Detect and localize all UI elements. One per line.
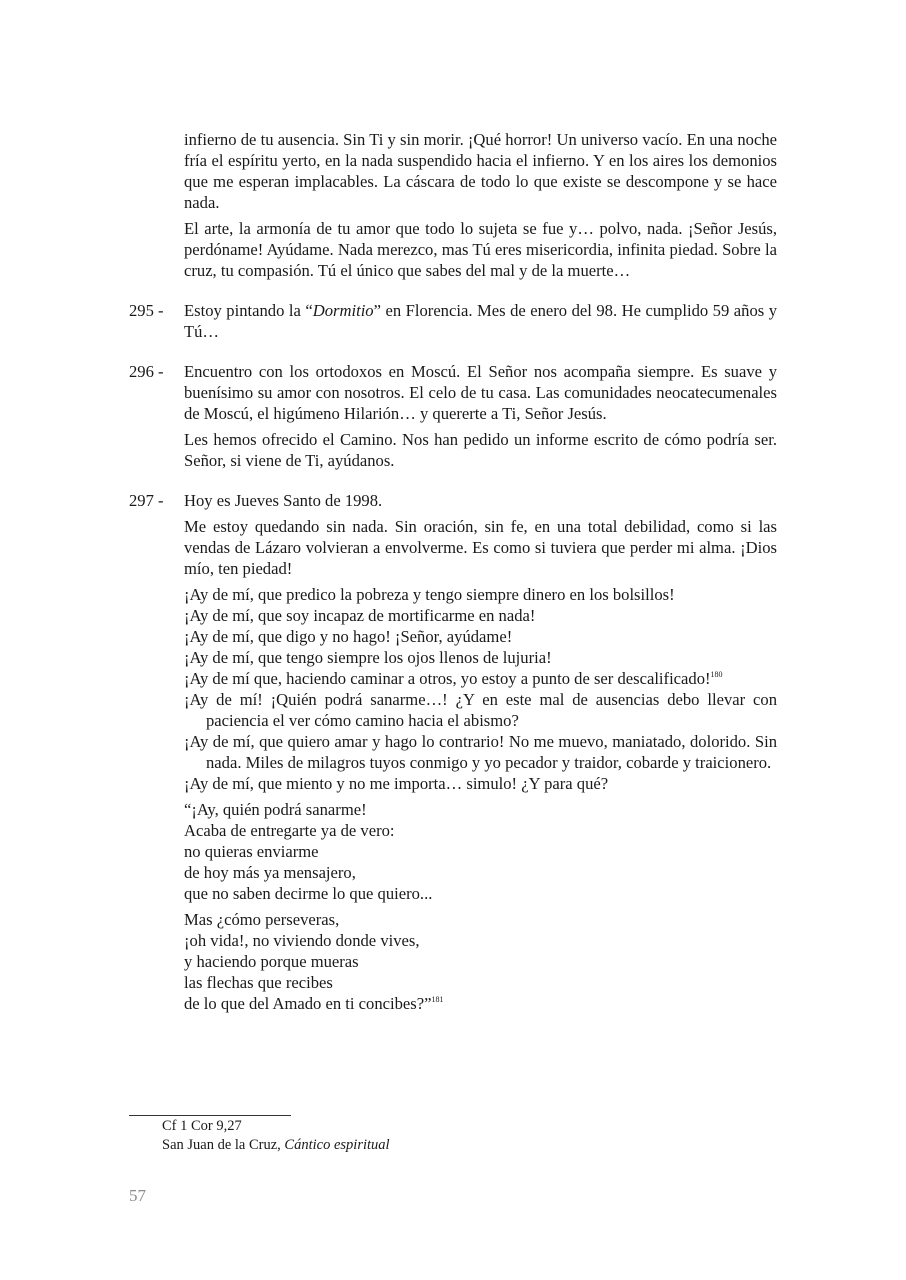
poem-line: de hoy más ya mensajero,: [184, 863, 356, 882]
lament-line: ¡Ay de mí, que tengo siempre los ojos llenos de lujuria!: [184, 648, 552, 667]
lament-line: ¡Ay de mí, que soy incapaz de mortificarme en nada!: [184, 606, 536, 625]
footnotes: [162, 1117, 390, 1155]
poem-line: que no saben decirme lo que quiero...: [184, 884, 433, 903]
text-span: Estoy pintando la “: [184, 301, 313, 320]
entry-296: [129, 361, 777, 471]
text-span: ” en Florencia. Mes de enero del 98. He cumplido 59 años y Tú…: [184, 301, 778, 341]
text-span: ¡Ay de mí que, haciendo caminar a otros, yo estoy a punto de ser descalificado!: [184, 669, 711, 688]
poem-line: [184, 993, 777, 1014]
paragraph: Me estoy quedando sin nada. Sin oración, sin fe, en una total debilidad, como si las vendas de Lázaro volvieran a envolverme. Es como si tuviera que perder mi alma. ¡Dios mío, ten piedad!: [184, 517, 777, 578]
paragraph: [184, 300, 777, 342]
italic-title: Cántico espiritual: [284, 1137, 390, 1153]
entry-number: 297 -: [129, 491, 164, 510]
footnote-ref[interactable]: 181: [431, 995, 444, 1004]
poem-quote: [184, 799, 777, 1014]
paragraph: El arte, la armonía de tu amor que todo lo sujeta se fue y… polvo, nada. ¡Señor Jesús, perdóname! Ayúdame. Nada merezco, mas Tú eres misericordia, infinita piedad. Sobre la cruz, tu compasión. Tú el único que sabes del mal y de la muerte…: [184, 219, 777, 280]
entry-body: [184, 300, 777, 342]
footnote-181: [162, 1136, 390, 1155]
paragraph: Les hemos ofrecido el Camino. Nos han pedido un informe escrito de cómo podría ser. Señor, si viene de Ti, ayúdanos.: [184, 430, 777, 470]
paragraph: infierno de tu ausencia. Sin Ti y sin morir. ¡Qué horror! Un universo vacío. En una noche fría el espíritu yerto, en la nada suspendido hacia el infierno. Y en los aires los demonios que me esperan implacables. La cáscara de todo lo que existe se descompone y se hace nada.: [184, 130, 777, 212]
poem-line: Acaba de entregarte ya de vero:: [184, 821, 395, 840]
footnote-divider: [129, 1115, 291, 1116]
lament-line: ¡Ay de mí! ¡Quién podrá sanarme…! ¿Y en este mal de ausencias debo llevar con paciencia el ver cómo camino hacia el abismo?: [184, 690, 777, 730]
poem-line: y haciendo porque mueras: [184, 952, 359, 971]
poem-line: las flechas que recibes: [184, 973, 333, 992]
poem-stanza-1: [184, 799, 777, 904]
lament-line: [184, 668, 777, 689]
continuation-block: [184, 129, 777, 281]
lament-line: ¡Ay de mí, que miento y no me importa… simulo! ¿Y para qué?: [184, 774, 609, 793]
lament-line: ¡Ay de mí, que quiero amar y hago lo contrario! No me muevo, maniatado, dolorido. Sin nada. Miles de milagros tuyos conmigo y yo pecador y traidor, cobarde y traicionero.: [184, 732, 777, 772]
poem-line: no quieras enviarme: [184, 842, 319, 861]
body-text: [129, 129, 777, 1014]
poem-line: “¡Ay, quién podrá sanarme!: [184, 800, 367, 819]
lament-list: [184, 584, 777, 794]
poem-stanza-2: [184, 909, 777, 1014]
entry-297: [129, 490, 777, 1014]
entry-body: [184, 361, 777, 471]
entry-number: 295 -: [129, 301, 164, 320]
entry-body: [184, 490, 777, 1014]
italic-title: Dormitio: [312, 301, 374, 320]
lament-line: ¡Ay de mí, que digo y no hago! ¡Señor, ayúdame!: [184, 627, 513, 646]
entry-295: [129, 300, 777, 342]
footnote-180: Cf 1 Cor 9,27: [162, 1118, 242, 1134]
page-number: 57: [129, 1186, 146, 1205]
text-span: San Juan de la Cruz,: [162, 1137, 285, 1153]
entry-heading: Hoy es Jueves Santo de 1998.: [184, 491, 383, 510]
footnote-ref[interactable]: 180: [710, 670, 723, 679]
paragraph: Encuentro con los ortodoxos en Moscú. El Señor nos acompaña siempre. Es suave y buenísimo su amor con nosotros. El celo de tu casa. Las comunidades neocatecumenales de Moscú, el higúmeno Hilarión… y quererte a Ti, Señor Jesús.: [184, 362, 777, 423]
lament-line: ¡Ay de mí, que predico la pobreza y tengo siempre dinero en los bolsillos!: [184, 585, 675, 604]
entry-number: 296 -: [129, 362, 164, 381]
text-span: de lo que del Amado en ti concibes?”: [184, 994, 432, 1013]
poem-line: ¡oh vida!, no viviendo donde vives,: [184, 931, 420, 950]
poem-line: Mas ¿cómo perseveras,: [184, 910, 340, 929]
